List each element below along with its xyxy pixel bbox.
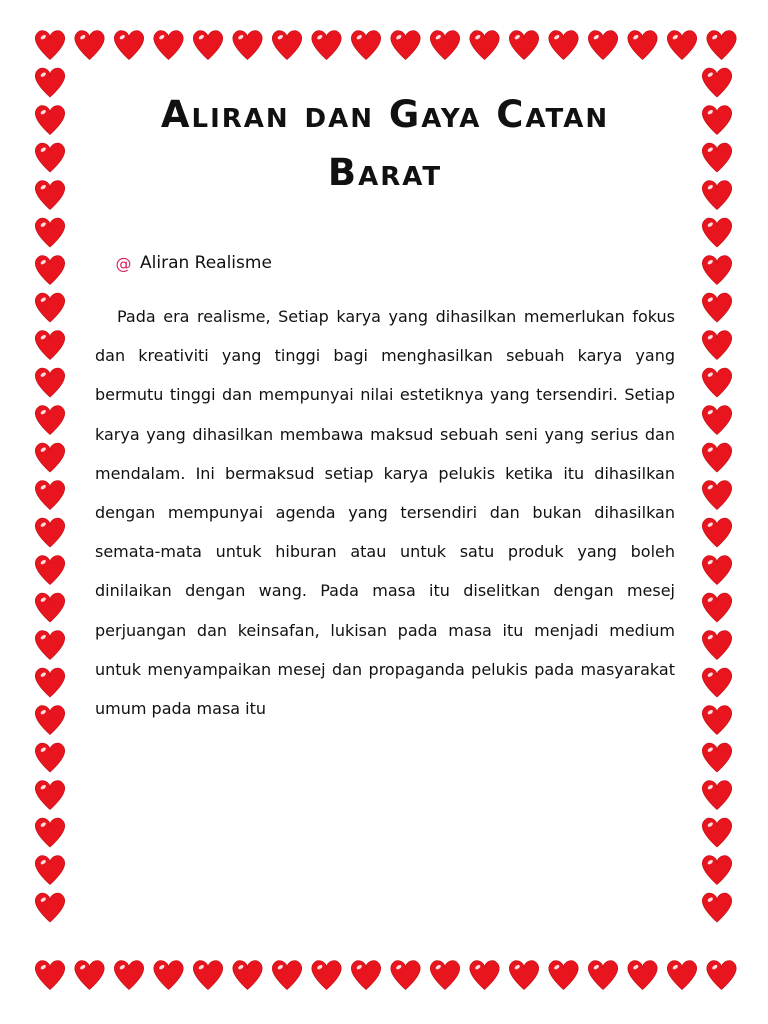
- heart-icon: [549, 961, 578, 990]
- heart-icon: [35, 706, 64, 735]
- heart-icon: [35, 406, 64, 435]
- heart-icon: [35, 818, 64, 847]
- heart-icon: [702, 181, 731, 210]
- heart-icon: [628, 961, 657, 990]
- heart-icon: [702, 856, 731, 885]
- page-title-line-1: Aliran dan Gaya Catan: [160, 93, 610, 136]
- heart-icon: [667, 961, 696, 990]
- heart-icon: [35, 556, 64, 585]
- heart-icon: [430, 961, 459, 990]
- heart-icon: [702, 481, 731, 510]
- heart-icon: [35, 368, 64, 397]
- spiral-bullet-icon: @: [115, 253, 132, 273]
- heart-icon: [702, 743, 731, 772]
- heart-icon: [588, 31, 617, 60]
- section-heading: [115, 249, 272, 277]
- heart-icon: [154, 961, 183, 990]
- heart-icon: [707, 961, 736, 990]
- heart-icon: [702, 818, 731, 847]
- heart-icon: [702, 143, 731, 172]
- heart-icon: [114, 31, 143, 60]
- heart-icon: [470, 31, 499, 60]
- heart-icon: [707, 31, 736, 60]
- page-title-line-2: Barat: [327, 151, 443, 194]
- heart-icon: [35, 743, 64, 772]
- heart-icon: [702, 893, 731, 922]
- heart-icon: [588, 961, 617, 990]
- heart-icon: [35, 518, 64, 547]
- section-heading-label: Aliran Realisme: [140, 253, 272, 273]
- heart-icon: [35, 293, 64, 322]
- heart-icon: [702, 443, 731, 472]
- heart-icon: [193, 961, 222, 990]
- heart-icon: [702, 256, 731, 285]
- heart-icon: [351, 961, 380, 990]
- heart-icon: [702, 106, 731, 135]
- heart-icon: [35, 106, 64, 135]
- heart-icon: [667, 31, 696, 60]
- heart-icon: [35, 961, 64, 990]
- heart-icon: [702, 368, 731, 397]
- heart-icon: [272, 961, 301, 990]
- heart-icon: [35, 668, 64, 697]
- heart-icon: [35, 631, 64, 660]
- heart-icon: [154, 31, 183, 60]
- heart-icon: [702, 518, 731, 547]
- heart-icon: [391, 961, 420, 990]
- heart-icon: [391, 31, 420, 60]
- heart-icon: [272, 31, 301, 60]
- heart-icon: [35, 331, 64, 360]
- heart-icon: [35, 481, 64, 510]
- heart-icon: [312, 961, 341, 990]
- heart-icon: [702, 293, 731, 322]
- heart-icon: [35, 143, 64, 172]
- heart-icon: [702, 406, 731, 435]
- heart-icon: [430, 31, 459, 60]
- heart-icon: [549, 31, 578, 60]
- heart-icon: [702, 668, 731, 697]
- heart-icon: [35, 218, 64, 247]
- heart-icon: [233, 31, 262, 60]
- heart-icon: [75, 31, 104, 60]
- heart-icon: [628, 31, 657, 60]
- page-title: [95, 86, 675, 202]
- heart-icon: [470, 961, 499, 990]
- heart-icon: [509, 31, 538, 60]
- body-paragraph: Pada era realisme, Setiap karya yang dihasilkan memerlukan fokus dan kreativiti yang tinggi bagi menghasilkan sebuah karya yang bermutu tinggi dan mempunyai nilai estetiknya yang tersendiri. Setiap karya yang dihasilkan membawa maksud sebuah seni yang serius dan mendalam. Ini bermaksud setiap karya pelukis ketika itu dihasilkan dengan mempunyai agenda yang tersendiri dan bukan dihasilkan semata-mata untuk hiburan atau untuk satu produk yang boleh dinilaikan dengan wang. Pada masa itu diselitkan dengan mesej perjuangan dan keinsafan, lukisan pada masa itu menjadi medium untuk menyampaikan mesej dan propaganda pelukis pada masyarakat umum pada masa itu: [95, 307, 675, 719]
- heart-icon: [35, 593, 64, 622]
- heart-icon: [35, 781, 64, 810]
- heart-icon: [702, 218, 731, 247]
- heart-icon: [35, 68, 64, 97]
- heart-icon: [702, 556, 731, 585]
- heart-icon: [35, 443, 64, 472]
- heart-icon: [702, 593, 731, 622]
- heart-icon: [35, 856, 64, 885]
- heart-icon: [351, 31, 380, 60]
- heart-icon: [509, 961, 538, 990]
- heart-icon: [233, 961, 262, 990]
- heart-icon: [702, 781, 731, 810]
- heart-icon: [702, 331, 731, 360]
- heart-icon: [702, 631, 731, 660]
- heart-icon: [75, 961, 104, 990]
- heart-icon: [35, 256, 64, 285]
- heart-icon: [702, 706, 731, 735]
- heart-icon: [193, 31, 222, 60]
- heart-icon: [35, 893, 64, 922]
- heart-icon: [35, 31, 64, 60]
- heart-icon: [114, 961, 143, 990]
- heart-icon: [35, 181, 64, 210]
- heart-icon: [702, 68, 731, 97]
- heart-icon: [312, 31, 341, 60]
